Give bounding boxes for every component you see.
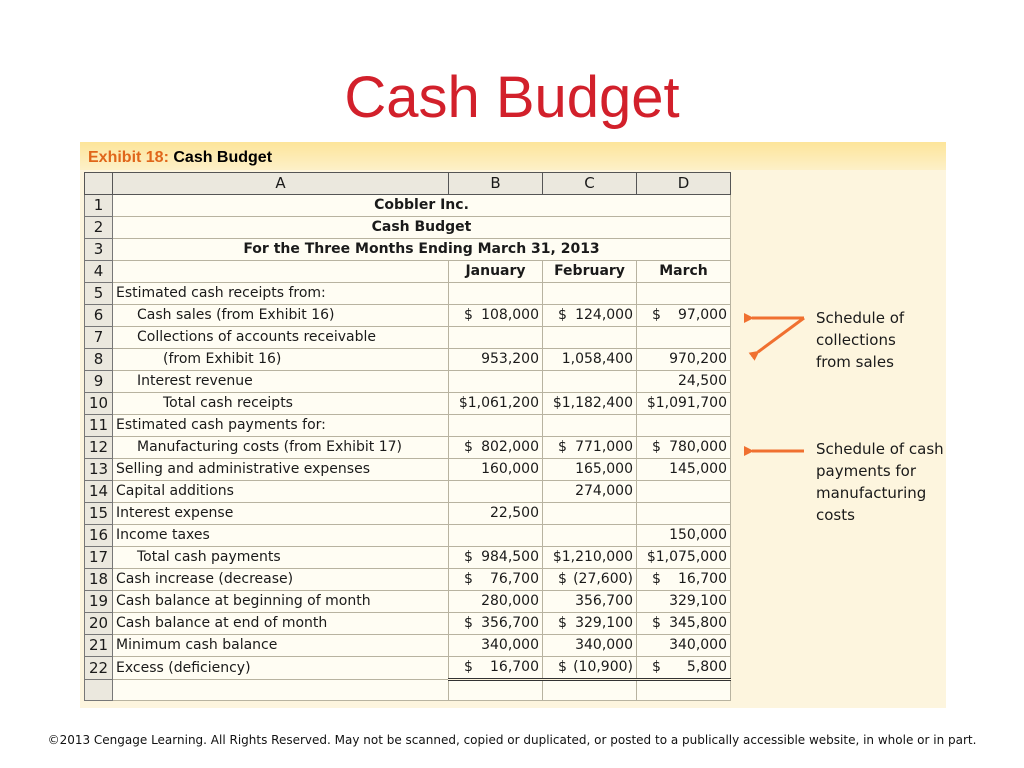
- amount-cell: 1,058,400: [543, 349, 637, 371]
- amount-cell: 165,000: [543, 459, 637, 481]
- amount-value: 356,700: [481, 615, 539, 631]
- amount-value: (27,600): [573, 571, 633, 587]
- currency-symbol: $: [652, 615, 661, 631]
- row-label: Excess (deficiency): [113, 657, 449, 680]
- amount-cell: 340,000: [637, 635, 731, 657]
- column-header-c: C: [543, 173, 637, 195]
- amount-value: 984,500: [481, 549, 539, 565]
- row-label: Cash sales (from Exhibit 16): [113, 305, 449, 327]
- currency-symbol: $: [464, 549, 473, 565]
- amount-value: 802,000: [481, 439, 539, 455]
- row-number: 9: [85, 371, 113, 393]
- currency-symbol: $: [558, 615, 567, 631]
- row-number: 22: [85, 657, 113, 680]
- amount-value: 345,800: [669, 615, 727, 631]
- row-label: Estimated cash payments for:: [113, 415, 449, 437]
- amount-cell: 24,500: [637, 371, 731, 393]
- copyright-footer: ©2013 Cengage Learning. All Rights Reserved. May not be scanned, copied or duplicated, or posted to a publically accessible website, in whole or in part.: [47, 733, 977, 747]
- exhibit-number: Exhibit 18:: [88, 149, 169, 166]
- currency-symbol: $: [464, 615, 473, 631]
- amount-cell: 22,500: [449, 503, 543, 525]
- amount-cell: 274,000: [543, 481, 637, 503]
- amount-value: 5,800: [686, 659, 727, 675]
- currency-symbol: $: [464, 571, 473, 587]
- row-number: 7: [85, 327, 113, 349]
- row-number: 1: [85, 195, 113, 217]
- amount-value: 108,000: [481, 307, 539, 323]
- amount-value: 76,700: [490, 571, 539, 587]
- amount-cell: 340,000: [449, 635, 543, 657]
- month-header: March: [637, 261, 731, 283]
- row-label: (from Exhibit 16): [113, 349, 449, 371]
- currency-symbol: $: [652, 571, 661, 587]
- row-number: 20: [85, 613, 113, 635]
- amount-cell: 356,700: [543, 591, 637, 613]
- currency-symbol: $: [652, 307, 661, 323]
- currency-symbol: $: [558, 439, 567, 455]
- row-label: Total cash payments: [113, 547, 449, 569]
- currency-symbol: $: [558, 571, 567, 587]
- month-header: February: [543, 261, 637, 283]
- month-header: January: [449, 261, 543, 283]
- row-label: Manufacturing costs (from Exhibit 17): [113, 437, 449, 459]
- row-number: 5: [85, 283, 113, 305]
- column-header-d: D: [637, 173, 731, 195]
- amount-value: 16,700: [678, 571, 727, 587]
- arrow-to-collections: [758, 318, 804, 352]
- amount-cell: 329,100: [637, 591, 731, 613]
- row-number: 14: [85, 481, 113, 503]
- note-payments: Schedule of cash payments for manufacturing costs: [816, 440, 944, 524]
- amount-cell: 150,000: [637, 525, 731, 547]
- amount-cell: $1,061,200: [449, 393, 543, 415]
- title-cell: Cobbler Inc.: [113, 195, 731, 217]
- amount-value: (10,900): [573, 659, 633, 675]
- row-number: 18: [85, 569, 113, 591]
- amount-cell: 280,000: [449, 591, 543, 613]
- row-label: Interest revenue: [113, 371, 449, 393]
- row-label: Estimated cash receipts from:: [113, 283, 449, 305]
- currency-symbol: $: [558, 659, 567, 675]
- row-number: 21: [85, 635, 113, 657]
- amount-cell: 145,000: [637, 459, 731, 481]
- amount-value: 771,000: [575, 439, 633, 455]
- row-label: Capital additions: [113, 481, 449, 503]
- column-header-a: A: [113, 173, 449, 195]
- row-number: 12: [85, 437, 113, 459]
- slide-title: Cash Budget: [344, 65, 680, 130]
- row-label: Interest expense: [113, 503, 449, 525]
- row-number: 13: [85, 459, 113, 481]
- row-label: Cash balance at beginning of month: [113, 591, 449, 613]
- amount-cell: 970,200: [637, 349, 731, 371]
- currency-symbol: $: [464, 439, 473, 455]
- row-number: 19: [85, 591, 113, 613]
- amount-value: 329,100: [575, 615, 633, 631]
- row-number: 3: [85, 239, 113, 261]
- currency-symbol: $: [652, 659, 661, 675]
- row-label: Cash increase (decrease): [113, 569, 449, 591]
- row-number: 10: [85, 393, 113, 415]
- amount-cell: $1,075,000: [637, 547, 731, 569]
- row-number: 15: [85, 503, 113, 525]
- amount-value: 780,000: [669, 439, 727, 455]
- row-number: 16: [85, 525, 113, 547]
- amount-value: 16,700: [490, 659, 539, 675]
- row-number: 11: [85, 415, 113, 437]
- column-header-b: B: [449, 173, 543, 195]
- exhibit-name: Cash Budget: [173, 149, 273, 166]
- row-number: 8: [85, 349, 113, 371]
- currency-symbol: $: [652, 439, 661, 455]
- currency-symbol: $: [464, 659, 473, 675]
- amount-value: 97,000: [678, 307, 727, 323]
- amount-cell: $1,182,400: [543, 393, 637, 415]
- currency-symbol: $: [558, 307, 567, 323]
- amount-cell: $1,091,700: [637, 393, 731, 415]
- row-label: Collections of accounts receivable: [113, 327, 449, 349]
- amount-value: 124,000: [575, 307, 633, 323]
- amount-cell: $1,210,000: [543, 547, 637, 569]
- row-number: 6: [85, 305, 113, 327]
- amount-cell: 160,000: [449, 459, 543, 481]
- row-label: Total cash receipts: [113, 393, 449, 415]
- note-collections: Schedule of collections from sales: [816, 309, 905, 371]
- title-cell: For the Three Months Ending March 31, 2013: [113, 239, 731, 261]
- row-number: 4: [85, 261, 113, 283]
- row-label: Cash balance at end of month: [113, 613, 449, 635]
- row-label: Income taxes: [113, 525, 449, 547]
- amount-cell: 953,200: [449, 349, 543, 371]
- row-number: 17: [85, 547, 113, 569]
- row-label: Minimum cash balance: [113, 635, 449, 657]
- title-cell: Cash Budget: [113, 217, 731, 239]
- row-label: Selling and administrative expenses: [113, 459, 449, 481]
- currency-symbol: $: [464, 307, 473, 323]
- amount-cell: 340,000: [543, 635, 637, 657]
- row-number: 2: [85, 217, 113, 239]
